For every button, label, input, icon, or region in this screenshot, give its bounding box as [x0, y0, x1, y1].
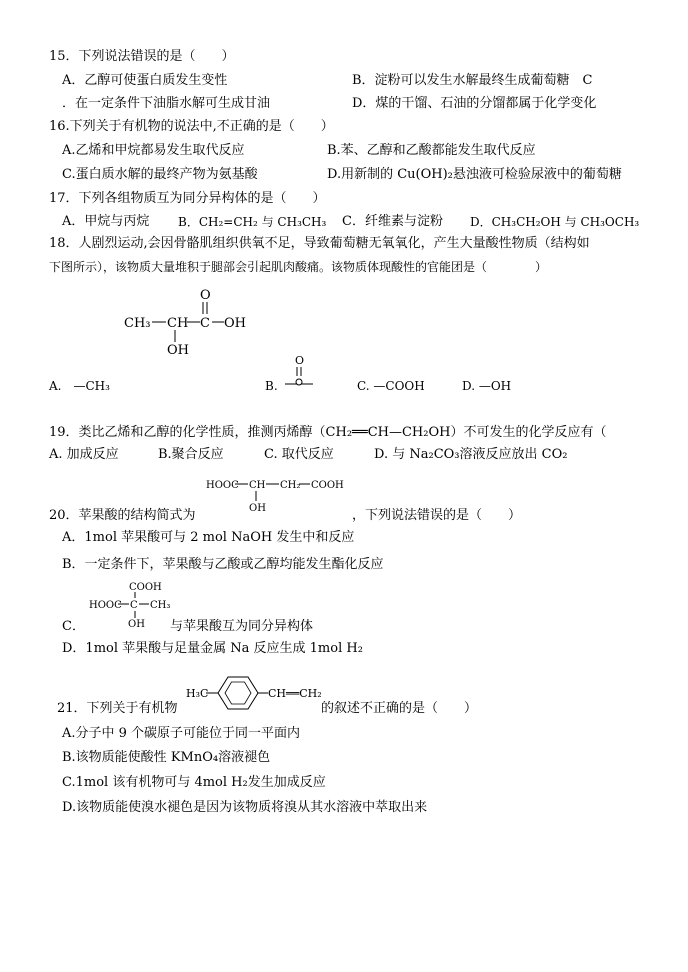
q21-stem-part2: 的叙述不正确的是（ ） [321, 701, 478, 716]
q17-stem: 17．下列各组物质互为同分异构体的是（ ） [49, 191, 326, 206]
q18-stem-line2: 下图所示），该物质大量堆积于腿部会引起肌肉酸痛。该物质体现酸性的官能团是（ ） [49, 260, 548, 274]
lactic-c: C [200, 316, 210, 331]
methylstyrene-structure [184, 674, 324, 718]
q20-option-c-text: 与苹果酸互为同分异构体 [170, 619, 314, 634]
q15-option-c: ．在一定条件下油脂水解可生成甘油 [62, 96, 271, 111]
styrene-h3c: H₃C [186, 687, 209, 700]
q20-option-c-label: C． [62, 619, 85, 634]
q20-stem-part1: 20．苹果酸的结构简式为 [49, 508, 196, 523]
optc-cooh: COOH [129, 582, 162, 593]
q20-option-c-structure [87, 579, 177, 629]
malic-ch2: CH₂ [280, 480, 301, 491]
carbonyl-o: O [295, 354, 305, 367]
q19-option-c: C. 取代反应 [264, 447, 334, 462]
malic-cooh: COOH [311, 480, 344, 491]
lactic-o-top: O [200, 288, 211, 303]
optc-ch3: CH₃ [150, 600, 171, 611]
q18-option-d: D. —OH [462, 379, 512, 393]
q16-option-a: A.乙烯和甲烷都易发生取代反应 [62, 143, 245, 158]
malic-acid-structure [204, 474, 354, 514]
q20-stem-part2: ，下列说法错误的是（ ） [352, 508, 522, 523]
optc-hooc: HOOC [89, 600, 122, 611]
carbonyl-structure [282, 354, 322, 390]
lactic-oh: OH [224, 316, 246, 331]
lactic-ch3: CH₃ [124, 316, 151, 331]
q16-option-c: C.蛋白质水解的最终产物为氨基酸 [62, 167, 258, 182]
malic-hooc: HOOC [206, 480, 239, 491]
q17-option-d: D．CH₃CH₂OH 与 CH₃OCH₃ [470, 215, 640, 229]
q20-option-a: A．1mol 苹果酸可与 2 mol NaOH 发生中和反应 [62, 530, 355, 545]
q16-option-b: B.苯、乙醇和乙酸都能发生取代反应 [327, 143, 536, 158]
q18-option-b: B. [265, 379, 278, 393]
q19-stem: 19．类比乙烯和乙醇的化学性质，推测丙烯醇（CH₂══CH—CH₂OH）不可发生的化学反应有（ [49, 425, 607, 440]
optc-c: C [130, 600, 138, 611]
malic-oh: OH [249, 503, 266, 514]
optc-oh: OH [128, 619, 145, 630]
q19-option-a: A. 加成反应 [49, 447, 119, 462]
q16-option-d: D.用新制的 Cu(OH)₂悬浊液可检验尿液中的葡萄糖 [327, 167, 622, 182]
q19-option-b: B.聚合反应 [158, 447, 224, 462]
q17-option-c: C．纤维素与淀粉 [342, 214, 443, 229]
lactic-acid-structure [120, 286, 260, 358]
malic-ch: CH [249, 480, 266, 491]
q18-option-c: C. —COOH [357, 379, 425, 393]
q21-stem-part1: 21．下列关于有机物 [57, 701, 178, 716]
q21-option-d: D.该物质能使溴水褪色是因为该物质将溴从其水溶液中萃取出来 [62, 800, 428, 815]
q17-option-b: B．CH₂=CH₂ 与 CH₃CH₃ [178, 215, 327, 229]
q15-stem: 15．下列说法错误的是（ ） [49, 49, 235, 64]
q21-option-a: A.分子中 9 个碳原子可能位于同一平面内 [62, 726, 301, 741]
q21-option-b: B.该物质能使酸性 KMnO₄溶液褪色 [62, 750, 271, 765]
q20-option-d: D．1mol 苹果酸与足量金属 Na 反应生成 1mol H₂ [62, 641, 363, 656]
styrene-vinyl: CH══CH₂ [268, 687, 322, 700]
q19-option-d: D. 与 Na₂CO₃溶液反应放出 CO₂ [374, 447, 568, 462]
q18-stem-line1: 18．人剧烈运动,会因骨骼肌组织供氧不足，导致葡萄糖无氧氧化，产生大量酸性物质（结构如 [49, 236, 590, 251]
q15-option-b: B．淀粉可以发生水解最终生成葡萄糖 C [352, 73, 593, 88]
q18-option-a: A. —CH₃ [49, 379, 110, 393]
q15-option-a: A．乙醇可使蛋白质发生变性 [62, 73, 228, 88]
lactic-ch: CH [167, 316, 189, 331]
q17-option-a: A．甲烷与丙烷 [62, 214, 150, 229]
q15-option-d: D．煤的干馏、石油的分馏都属于化学变化 [352, 96, 597, 111]
q20-option-b: B．一定条件下，苹果酸与乙酸或乙醇均能发生酯化反应 [62, 557, 384, 572]
q16-stem: 16.下列关于有机物的说法中,不正确的是（ ） [49, 119, 334, 134]
lactic-oh-bottom: OH [167, 343, 189, 358]
q21-option-c: C.1mol 该有机物可与 4mol H₂发生加成反应 [62, 775, 326, 790]
